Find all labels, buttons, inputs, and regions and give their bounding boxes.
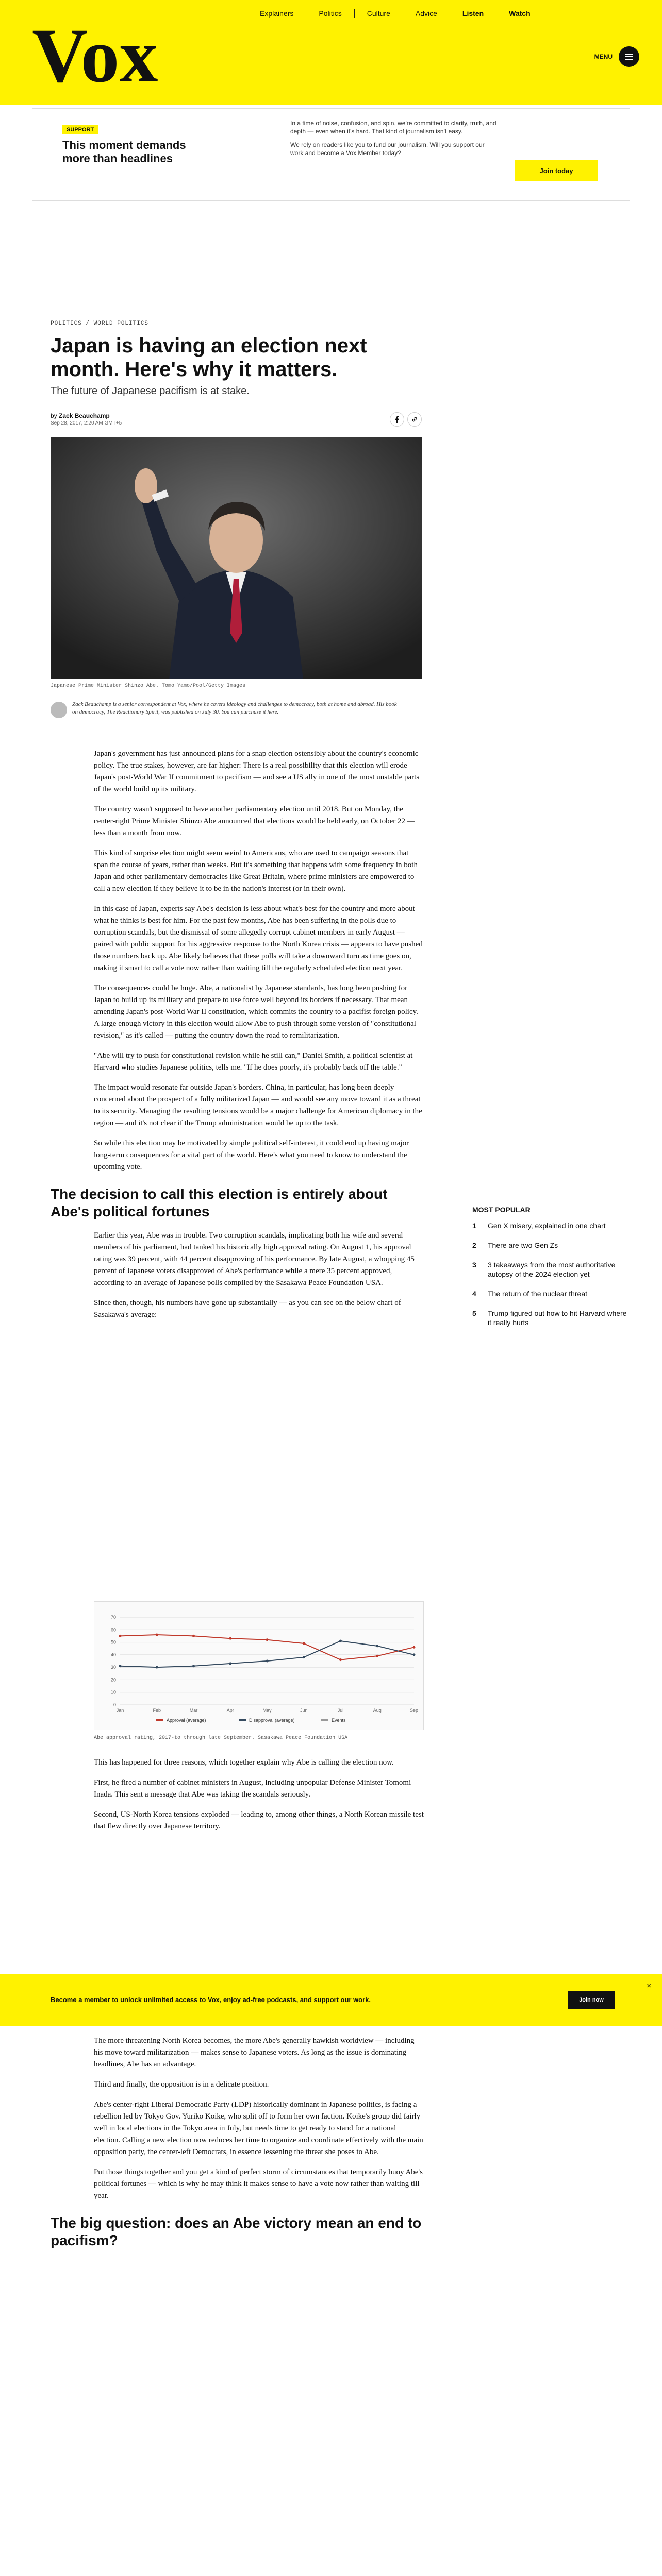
promo-body-1: In a time of noise, confusion, and spin, we're committed to clarity, truth, and depth — even when it's hard. That kind of journalism isn't easy.: [290, 120, 496, 135]
item-number: 3: [472, 1261, 476, 1269]
most-popular-item[interactable]: [472, 1260, 627, 1279]
nav-watch[interactable]: Watch: [496, 9, 542, 18]
paragraph: In this case of Japan, experts say Abe's decision is less about what's best for the country and more about what he thinks is best for him. For the past few months, Abe has been suffering in the polls due to corruption scandals, but the dismissal of some allegedly corrupt cabinet members in early August — paired with public support for his aggressive response to the North Korea crisis — appears to have pushed those numbers back up. Abe likely believes that these polls will take a downward turn as time goes on, making it smart to call a vote now rather than waiting till the regularly scheduled election next year.: [94, 905, 423, 972]
nav-culture[interactable]: Culture: [354, 9, 403, 18]
data-point: [339, 1640, 342, 1642]
chart-caption: Abe approval rating, 2017-to through late September. Sasakawa Peace Foundation USA: [94, 1735, 348, 1741]
banner-text: Become a member to unlock unlimited access to Vox, enjoy ad-free podcasts, and support our work.: [51, 1996, 371, 2004]
data-point: [192, 1665, 195, 1667]
promo-body: [290, 119, 496, 162]
x-tick-label: Mar: [189, 1708, 198, 1713]
article-headline: Japan is having an election next month. Here's why it matters.: [51, 334, 367, 381]
y-tick-label: 40: [110, 1652, 116, 1657]
legend-label: Events: [332, 1718, 346, 1723]
y-tick-label: 50: [110, 1639, 116, 1645]
paragraph: The country wasn't supposed to have another parliamentary election until 2018. But on Monday, the center-right Prime Minister Shinzo Abe announced that elections would be held early, on October 22 — less than a month from now.: [94, 805, 415, 837]
paragraph: Abe's center-right Liberal Democratic Party (LDP) historically dominant in Japanese politics, is facing a rebellion led by Tokyo Gov. Yuriko Koike, who split off to form her own faction. Koike's group did fairly well in local elections in the Tokyo area in July, but needs time to get ready to stand for a national election. Calling a new election now reduces her time to organize and coordinate effectively with the main opposition party, the center-left Democrats, in essence lessening the threat she poses to Abe.: [94, 2100, 423, 2156]
author-note: Zack Beauchamp is a senior correspondent at Vox, where he covers ideology and challenges to democracy, both at home and abroad. His book on democracy, The Reactionary Spirit, was published on July 30. You can purchase it here.: [72, 701, 397, 715]
data-point: [266, 1638, 269, 1641]
article-date: Sep 28, 2017, 2:20 AM GMT+5: [51, 420, 122, 426]
x-tick-label: Aug: [373, 1708, 382, 1713]
nav-explainers[interactable]: Explainers: [260, 9, 294, 18]
author-avatar: [51, 702, 67, 718]
item-number: 2: [472, 1241, 476, 1249]
hero-image: [51, 437, 422, 679]
hero-caption: Japanese Prime Minister Shinzo Abe. Tomo Yamo/Pool/Getty Images: [51, 683, 246, 689]
series-line-disapproval: [120, 1641, 414, 1667]
article-body-3: [51, 2035, 424, 2259]
data-point: [413, 1653, 416, 1656]
most-popular-item[interactable]: [472, 1289, 627, 1298]
promo-headline: This moment demands more than headlines: [62, 139, 186, 165]
section-heading: The decision to call this election is entirely about Abe's political fortunes: [51, 1186, 388, 1219]
x-tick-label: Jun: [300, 1708, 308, 1713]
data-point: [339, 1658, 342, 1661]
item-title[interactable]: The return of the nuclear threat: [488, 1290, 587, 1298]
top-nav: [247, 9, 543, 18]
vox-logo[interactable]: [32, 21, 171, 88]
menu-button[interactable]: [594, 46, 639, 67]
y-tick-label: 70: [110, 1615, 116, 1620]
y-tick-label: 30: [110, 1665, 116, 1670]
hamburger-icon: [619, 46, 639, 67]
paragraph: The consequences could be huge. Abe, a nationalist by Japanese standards, has long been pushing for Japan to build up its military and prepare to use force well beyond its borders if necessary. That mean amending Japan's post-World War II constitution, which commits the country to a pacifist foreign policy. A large enough victory in this election would allow Abe to push through some version of "constitutional revision," as it's called — putting the country down the road to remilitarization.: [94, 984, 418, 1040]
item-title[interactable]: Gen X misery, explained in one chart: [488, 1222, 606, 1230]
paragraph: Japan's government has just announced plans for a snap election ostensibly about the country's economic policy. The true stakes, however, are far higher: There is a real possibility that this election will erode Japan's post-World War II commitment to pacifism — and see a US ally in one of the most unstable parts of the world build up its military.: [94, 750, 420, 793]
legend-label: Approval (average): [167, 1718, 206, 1723]
paragraph: Earlier this year, Abe was in trouble. Two corruption scandals, implicating both his wife and several members of his parliament, had tanked his historically high approval rating. On August 1, his approval rating was 39 percent, with 44 percent disapproving of his performance. By late August, a whopping 45 percent of Japanese voters disapproved of Abe's performance while a mere 35 percent approved, according to an average of Japanese polls compiled by the Sasakawa Peace Foundation USA.: [94, 1231, 415, 1287]
most-popular-title: MOST POPULAR: [472, 1206, 531, 1214]
site-header: [0, 0, 662, 105]
paragraph: Put those things together and you get a kind of perfect storm of circumstances that temporarily buoy Abe's political fortunes — which is why he may think it makes sense to have a vote now rather than waiting till year.: [94, 2168, 423, 2200]
author-link[interactable]: Zack Beauchamp: [59, 412, 110, 419]
most-popular-item[interactable]: [472, 1221, 627, 1230]
data-point: [119, 1665, 122, 1667]
byline: [51, 412, 110, 419]
data-point: [303, 1656, 305, 1658]
y-tick-label: 10: [110, 1689, 116, 1695]
item-number: 5: [472, 1309, 476, 1317]
membership-banner: [0, 1974, 662, 2026]
data-point: [156, 1634, 158, 1636]
item-number: 4: [472, 1290, 476, 1298]
x-tick-label: Feb: [153, 1708, 161, 1713]
most-popular-item[interactable]: [472, 1309, 627, 1327]
join-today-button[interactable]: Join today: [515, 160, 598, 181]
promo-badge: SUPPORT: [62, 125, 98, 134]
promo-body-2: We rely on readers like you to fund our journalism. Will you support our work and become a Vox Member today?: [290, 141, 485, 157]
close-icon[interactable]: ×: [647, 1981, 652, 1990]
menu-label: MENU: [594, 53, 613, 60]
x-tick-label: Jul: [337, 1708, 344, 1713]
article-kicker[interactable]: POLITICS / WORLD POLITICS: [51, 320, 149, 327]
article-body-2: [94, 1757, 424, 1841]
paragraph: This kind of surprise election might seem weird to Americans, who are used to campaign seasons that span the course of years, rather than weeks. But it's something that happens with some frequency in both Japan and other parliamentary democracies like Great Britain, where prime ministers are empowered to call a new election if they believe it to be in the nation's interest (or in their own).: [94, 849, 418, 893]
nav-listen[interactable]: Listen: [450, 9, 496, 18]
paragraph: "Abe will try to push for constitutional revision while he still can," Daniel Smith, a political scientist at Harvard who studies Japanese politics, tells me. "If he does poorly, it's probably back off the table.": [94, 1052, 413, 1072]
x-tick-label: Jan: [116, 1708, 124, 1713]
legend-swatch: [239, 1719, 246, 1721]
data-point: [413, 1646, 416, 1649]
data-point: [119, 1635, 122, 1637]
paragraph: The impact would resonate far outside Japan's borders. China, in particular, has long been deeply concerned about the prospect of a fully militarized Japan — and would see any move toward it as a threat to its security. Managing the resulting tensions would be a major challenge for American diplomacy in the region — and it's not clear if the Trump administration would be up to the task.: [94, 1083, 422, 1127]
logo-text: Vox: [32, 21, 158, 88]
article-body-1: [51, 748, 424, 1329]
membership-promo: [32, 108, 630, 201]
data-point: [156, 1666, 158, 1669]
data-point: [376, 1645, 378, 1647]
paragraph: The more threatening North Korea becomes, the more Abe's generally hawkish worldview — including his move toward militarization — makes sense to Japanese voters. As long as the issue is dominating headlines, Abe has an advantage.: [94, 2037, 415, 2069]
legend-label: Disapproval (average): [249, 1718, 295, 1723]
data-point: [266, 1660, 269, 1663]
paragraph: Third and finally, the opposition is in a delicate position.: [94, 2080, 269, 2089]
paragraph: Since then, though, his numbers have gone up substantially — as you can see on the below chart of Sasakawa's average:: [94, 1299, 401, 1319]
y-tick-label: 60: [110, 1627, 116, 1633]
join-now-button[interactable]: Join now: [568, 1991, 615, 2009]
most-popular-item[interactable]: [472, 1241, 627, 1250]
data-point: [376, 1655, 378, 1657]
item-title[interactable]: There are two Gen Zs: [488, 1241, 558, 1249]
paragraph: So while this election may be motivated by simple political self-interest, it could end up having major long-term consequences for a vital part of the world. Here's what you need to know to understand the upcoming vote.: [94, 1139, 409, 1171]
item-title[interactable]: 3 takeaways from the most authoritative autopsy of the 2024 election yet: [488, 1261, 616, 1278]
section-heading: The big question: does an Abe victory mean an end to pacifism?: [51, 2215, 422, 2248]
paragraph: This has happened for three reasons, which together explain why Abe is calling the election now.: [94, 1758, 394, 1767]
nav-politics[interactable]: Politics: [306, 9, 354, 18]
link-share-icon[interactable]: [407, 412, 422, 427]
article-dek: The future of Japanese pacifism is at stake.: [51, 385, 250, 397]
chart-svg: [94, 1602, 424, 1731]
byline-prefix: by: [51, 412, 57, 419]
x-tick-label: Apr: [226, 1708, 234, 1713]
hero-illustration: [51, 437, 422, 679]
y-tick-label: 0: [113, 1702, 116, 1707]
data-point: [192, 1635, 195, 1637]
y-tick-label: 20: [110, 1677, 116, 1683]
x-tick-label: Sep: [409, 1708, 419, 1713]
data-point: [229, 1637, 231, 1640]
nav-advice[interactable]: Advice: [403, 9, 450, 18]
most-popular: [472, 1206, 627, 1337]
legend-swatch: [156, 1719, 163, 1721]
legend-swatch: [321, 1719, 328, 1721]
data-point: [303, 1642, 305, 1645]
approval-chart: [94, 1601, 424, 1730]
paragraph: First, he fired a number of cabinet ministers in August, including unpopular Defense Minister Tomomi Inada. This sent a message that Abe was taking the scandals seriously.: [94, 1778, 411, 1799]
x-tick-label: May: [262, 1708, 272, 1713]
item-title[interactable]: Trump figured out how to hit Harvard where it really hurts: [488, 1309, 627, 1327]
paragraph: Second, US-North Korea tensions exploded — leading to, among other things, a North Korean missile test that flew directly over Japanese territory.: [94, 1810, 424, 1831]
facebook-share-icon[interactable]: [390, 412, 404, 427]
item-number: 1: [472, 1222, 476, 1230]
data-point: [229, 1662, 231, 1665]
